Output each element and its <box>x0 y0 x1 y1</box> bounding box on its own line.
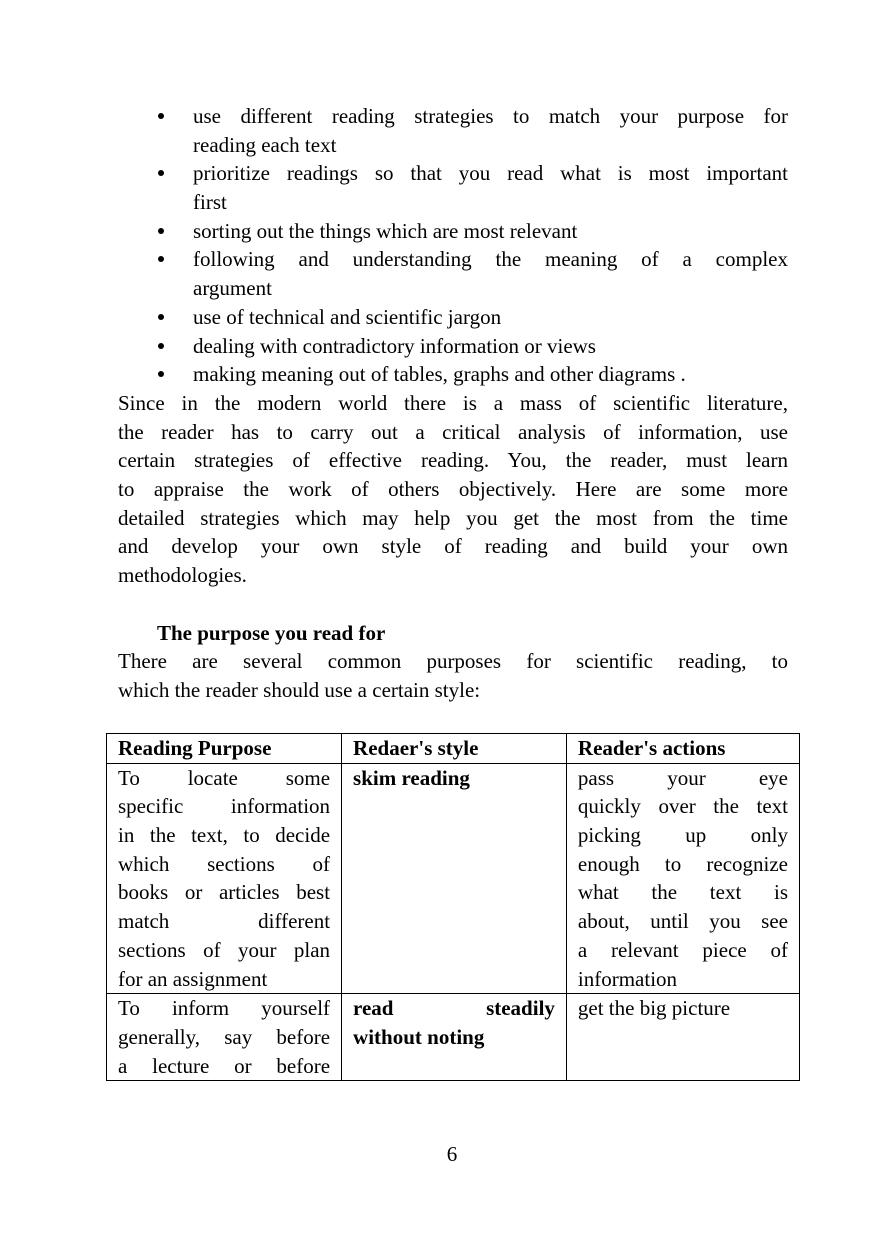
cell-purpose <box>107 763 342 994</box>
bullet-list <box>118 102 788 389</box>
text-line: skim reading <box>353 765 470 790</box>
header-readers-actions: Reader's actions <box>566 734 799 764</box>
text-line: the reader has to carry out a critical analysis of information, use <box>118 419 788 444</box>
text-line: to appraise the work of others objectively. Here are some more <box>118 477 788 502</box>
bullet-item <box>118 217 788 246</box>
text-line: sections of your plan <box>118 937 331 962</box>
page-number: 6 <box>446 1142 458 1166</box>
text-line: dealing with contradictory information or views <box>193 333 596 358</box>
text-line: first <box>193 190 227 215</box>
bullet-icon <box>158 113 164 119</box>
text-line: Since in the modern world there is a mass of scientific literature, <box>118 391 788 415</box>
text-line: and develop your own style of reading and build your own <box>118 534 788 559</box>
text-line: use different reading strategies to match your purpose for <box>193 104 788 128</box>
text-line: certain strategies of effective reading. You, the reader, must learn <box>118 448 788 473</box>
text-line: which the reader should use a certain style: <box>118 677 481 702</box>
text-line: without noting <box>353 1024 485 1049</box>
text-line: read steadily <box>353 996 555 1021</box>
text-line: To locate some <box>118 765 331 790</box>
cell-actions <box>566 763 799 994</box>
bullet-item <box>118 102 788 159</box>
bullet-item <box>118 332 788 361</box>
text-line: prioritize readings so that you read what is most important <box>193 161 788 186</box>
bullet-icon <box>158 314 164 320</box>
bullet-icon <box>158 256 164 262</box>
text-line: enough to recognize <box>577 851 788 876</box>
text-line: what the text is <box>577 880 788 905</box>
table-row <box>107 763 800 994</box>
text-line: following and understanding the meaning of a complex <box>193 247 788 272</box>
reading-purpose-table <box>106 733 800 1081</box>
text-line: To inform yourself <box>118 996 331 1021</box>
text-line: quickly over the text <box>577 794 788 819</box>
cell-actions <box>566 994 799 1081</box>
bullet-icon <box>158 170 164 176</box>
text-line: for an assignment <box>118 966 268 991</box>
text-line: generally, say before <box>118 1024 331 1049</box>
text-line: sorting out the things which are most relevant <box>193 218 578 243</box>
text-line: get the big picture <box>577 996 731 1021</box>
text-line: a relevant piece of <box>577 937 788 962</box>
text-line: There are several common purposes for scientific reading, to <box>118 649 788 673</box>
text-line: in the text, to decide <box>118 823 331 848</box>
bullet-item <box>118 245 788 302</box>
text-line: picking up only <box>577 823 788 848</box>
bullet-item <box>118 360 788 389</box>
paragraph-strategies <box>118 389 788 590</box>
text-line: specific information <box>118 794 331 819</box>
bullet-item <box>118 303 788 332</box>
section-heading: The purpose you read for <box>157 621 386 645</box>
text-line: about, until you see <box>577 909 788 934</box>
bullet-icon <box>158 343 164 349</box>
text-line: books or articles best <box>118 880 331 905</box>
text-line: information <box>577 966 678 991</box>
cell-purpose <box>107 994 342 1081</box>
text-line: a lecture or before <box>118 1053 331 1078</box>
bullet-icon <box>158 228 164 234</box>
header-reading-purpose: Reading Purpose <box>107 734 342 764</box>
text-line: reading each text <box>193 132 337 157</box>
cell-style <box>342 763 567 994</box>
bullet-icon <box>158 371 164 377</box>
text-line: pass your eye <box>577 765 788 790</box>
text-line: making meaning out of tables, graphs and other diagrams . <box>193 362 686 387</box>
text-line: which sections of <box>118 851 331 876</box>
text-line: detailed strategies which may help you get the most from the time <box>118 505 788 530</box>
paragraph-purposes <box>118 647 788 704</box>
text-line: use of technical and scientific jargon <box>193 304 502 329</box>
table-header-row <box>107 734 800 764</box>
text-line: methodologies. <box>118 563 247 588</box>
cell-style <box>342 994 567 1081</box>
header-readers-style: Redaer's style <box>342 734 567 764</box>
text-line: argument <box>193 276 272 301</box>
text-line: match different <box>118 909 331 934</box>
table-row <box>107 994 800 1081</box>
bullet-item <box>118 159 788 216</box>
